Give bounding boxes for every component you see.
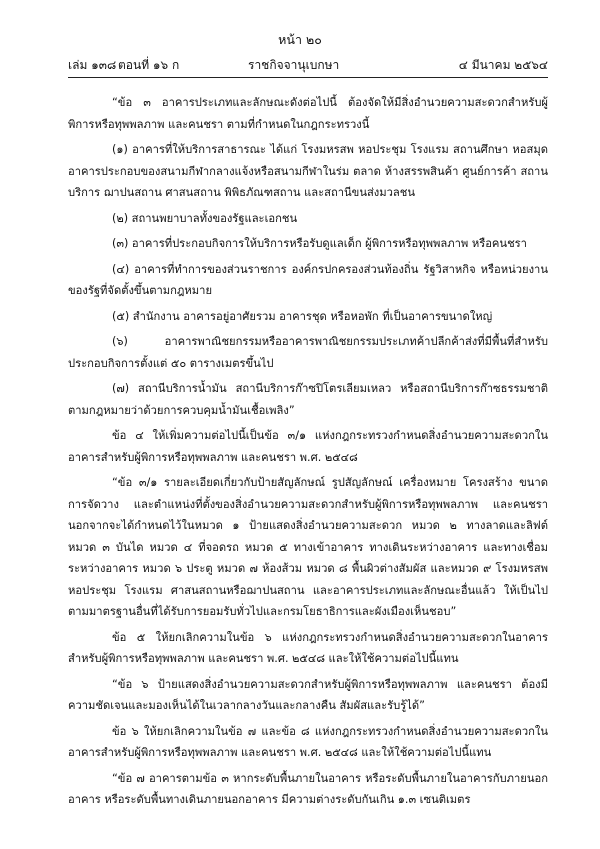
gazette-header [68, 56, 548, 74]
document-body [68, 92, 548, 811]
paragraph-new-clause-7: “ข้อ ๗ อาคารตามข้อ ๓ หากระดับพื้นภายในอาคาร หรือระดับพื้นภายในอาคารกับภายนอกอาคาร หรือระดับพื้นทางเดินภายนอกอาคาร มีความต่างระดับกันเกิน ๑.๓ เซนติเมตร [68, 771, 548, 806]
volume-number: เล่ม ๑๓๘ [68, 58, 117, 72]
header-divider [68, 77, 548, 78]
paragraph-clause-5: ข้อ ๕ ให้ยกเลิกความในข้อ ๖ แห่งกฎกระทรวงกำหนดสิ่งอำนวยความสะดวกในอาคารสำหรับผู้พิการหรือทุพพลภาพ และคนชรา พ.ศ. ๒๕๔๘ และให้ใช้ความต่อไปนี้แทน [68, 630, 548, 665]
paragraph-item-7: (๗) สถานีบริการน้ำมัน สถานีบริการก๊าซปิโตรเลียมเหลว หรือสถานีบริการก๊าซธรรมชาติตามกฎหมายว่าด้วยการควบคุมน้ำมันเชื้อเพลิง” [68, 382, 548, 417]
paragraph-new-clause-6: “ข้อ ๖ ป้ายแสดงสิ่งอำนวยความสะดวกสำหรับผู้พิการหรือทุพพลภาพ และคนชรา ต้องมีความชัดเจนและมองเห็นได้ในเวลากลางวันและกลางคืน สัมผัสและรับรู้ได้” [68, 677, 548, 712]
paragraph-item-3: (๓) อาคารที่ประกอบกิจการให้บริการหรือรับดูแลเด็ก ผู้พิการหรือทุพพลภาพ หรือคนชรา [112, 237, 527, 250]
paragraph-item-1: (๑) อาคารที่ให้บริการสาธารณะ ได้แก่ โรงมหรสพ หอประชุม โรงแรม สถานศึกษา หอสมุด อาคารประกอบของสนามกีฬากลางแจ้งหรือสนามกีฬาในร่ม ตลาด ห้างสรรพสินค้า ศูนย์การค้า สถานบริการ ฌาปนสถาน ศาสนสถาน พิพิธภัณฑสถาน และสถานีขนส่งมวลชน [68, 143, 548, 199]
page-number: หน้า ๒๐ [278, 32, 322, 47]
paragraph-clause-4: ข้อ ๔ ให้เพิ่มความต่อไปนี้เป็นข้อ ๓/๑ แห่งกฎกระทรวงกำหนดสิ่งอำนวยความสะดวกในอาคารสำหรับผู้พิการหรือทุพพลภาพ และคนชรา พ.ศ. ๒๕๔๘ [68, 429, 548, 464]
publication-date: ๔ มีนาคม ๒๕๖๔ [458, 58, 548, 72]
paragraph-clause-3-1: “ข้อ ๓/๑ รายละเอียดเกี่ยวกับป้ายสัญลักษณ์ รูปสัญลักษณ์ เครื่องหมาย โครงสร้าง ขนาด การจัดวาง และตำแหน่งที่ตั้งของสิ่งอำนวยความสะดวกสำหรับผู้พิการหรือทุพพลภาพ และคนชรา นอกจากจะได้กำหนดไว้ในหมวด ๑ ป้ายแสดงสิ่งอำนวยความสะดวก หมวด ๒ ทางลาดและลิฟต์ หมวด ๓ บันได หมวด ๔ ที่จอดรถ หมวด ๕ ทางเข้าอาคาร ทางเดินระหว่างอาคาร และทางเชื่อมระหว่างอาคาร หมวด ๖ ประตู หมวด ๗ ห้องส้วม หมวด ๘ พื้นผิวต่างสัมผัส และหมวด ๙ โรงมหรสพ หอประชุม โรงแรม ศาสนสถานหรือฌาปนสถาน และอาคารประเภทและลักษณะอื่นแล้ว ให้เป็นไปตามมาตรฐานอื่นที่ได้รับการยอมรับทั่วไปและกรมโยธาธิการและผังเมืองเห็นชอบ” [68, 476, 548, 618]
paragraph-item-2: (๒) สถานพยาบาลทั้งของรัฐและเอกชน [112, 211, 298, 225]
section-number: ตอนที่ ๑๖ ก [118, 58, 180, 72]
paragraph-clause-3: “ข้อ ๓ อาคารประเภทและลักษณะดังต่อไปนี้ ต้องจัดให้มีสิ่งอำนวยความสะดวกสำหรับผู้พิการหรือทุพพลภาพ และคนชรา ตามที่กำหนดในกฎกระทรวงนี้ [68, 96, 548, 131]
paragraph-item-6: (๖) อาคารพาณิชยกรรมหรืออาคารพาณิชยกรรมประเภทค้าปลีกค้าส่งที่มีพื้นที่สำหรับประกอบกิจการตั้งแต่ ๕๐ ตารางเมตรขึ้นไป [68, 335, 548, 370]
paragraph-clause-6: ข้อ ๖ ให้ยกเลิกความในข้อ ๗ และข้อ ๘ แห่งกฎกระทรวงกำหนดสิ่งอำนวยความสะดวกในอาคารสำหรับผู้พิการหรือทุพพลภาพ และคนชรา พ.ศ. ๒๕๔๘ และให้ใช้ความต่อไปนี้แทน [68, 724, 548, 759]
gazette-title: ราชกิจจานุเบกษา [248, 58, 340, 72]
paragraph-item-4: (๔) อาคารที่ทำการของส่วนราชการ องค์กรปกครองส่วนท้องถิ่น รัฐวิสาหกิจ หรือหน่วยงานของรัฐที่จัดตั้งขึ้นตามกฎหมาย [68, 262, 548, 297]
paragraph-item-5: (๕) สำนักงาน อาคารอยู่อาศัยรวม อาคารชุด หรือหอพัก ที่เป็นอาคารขนาดใหญ่ [112, 309, 493, 323]
